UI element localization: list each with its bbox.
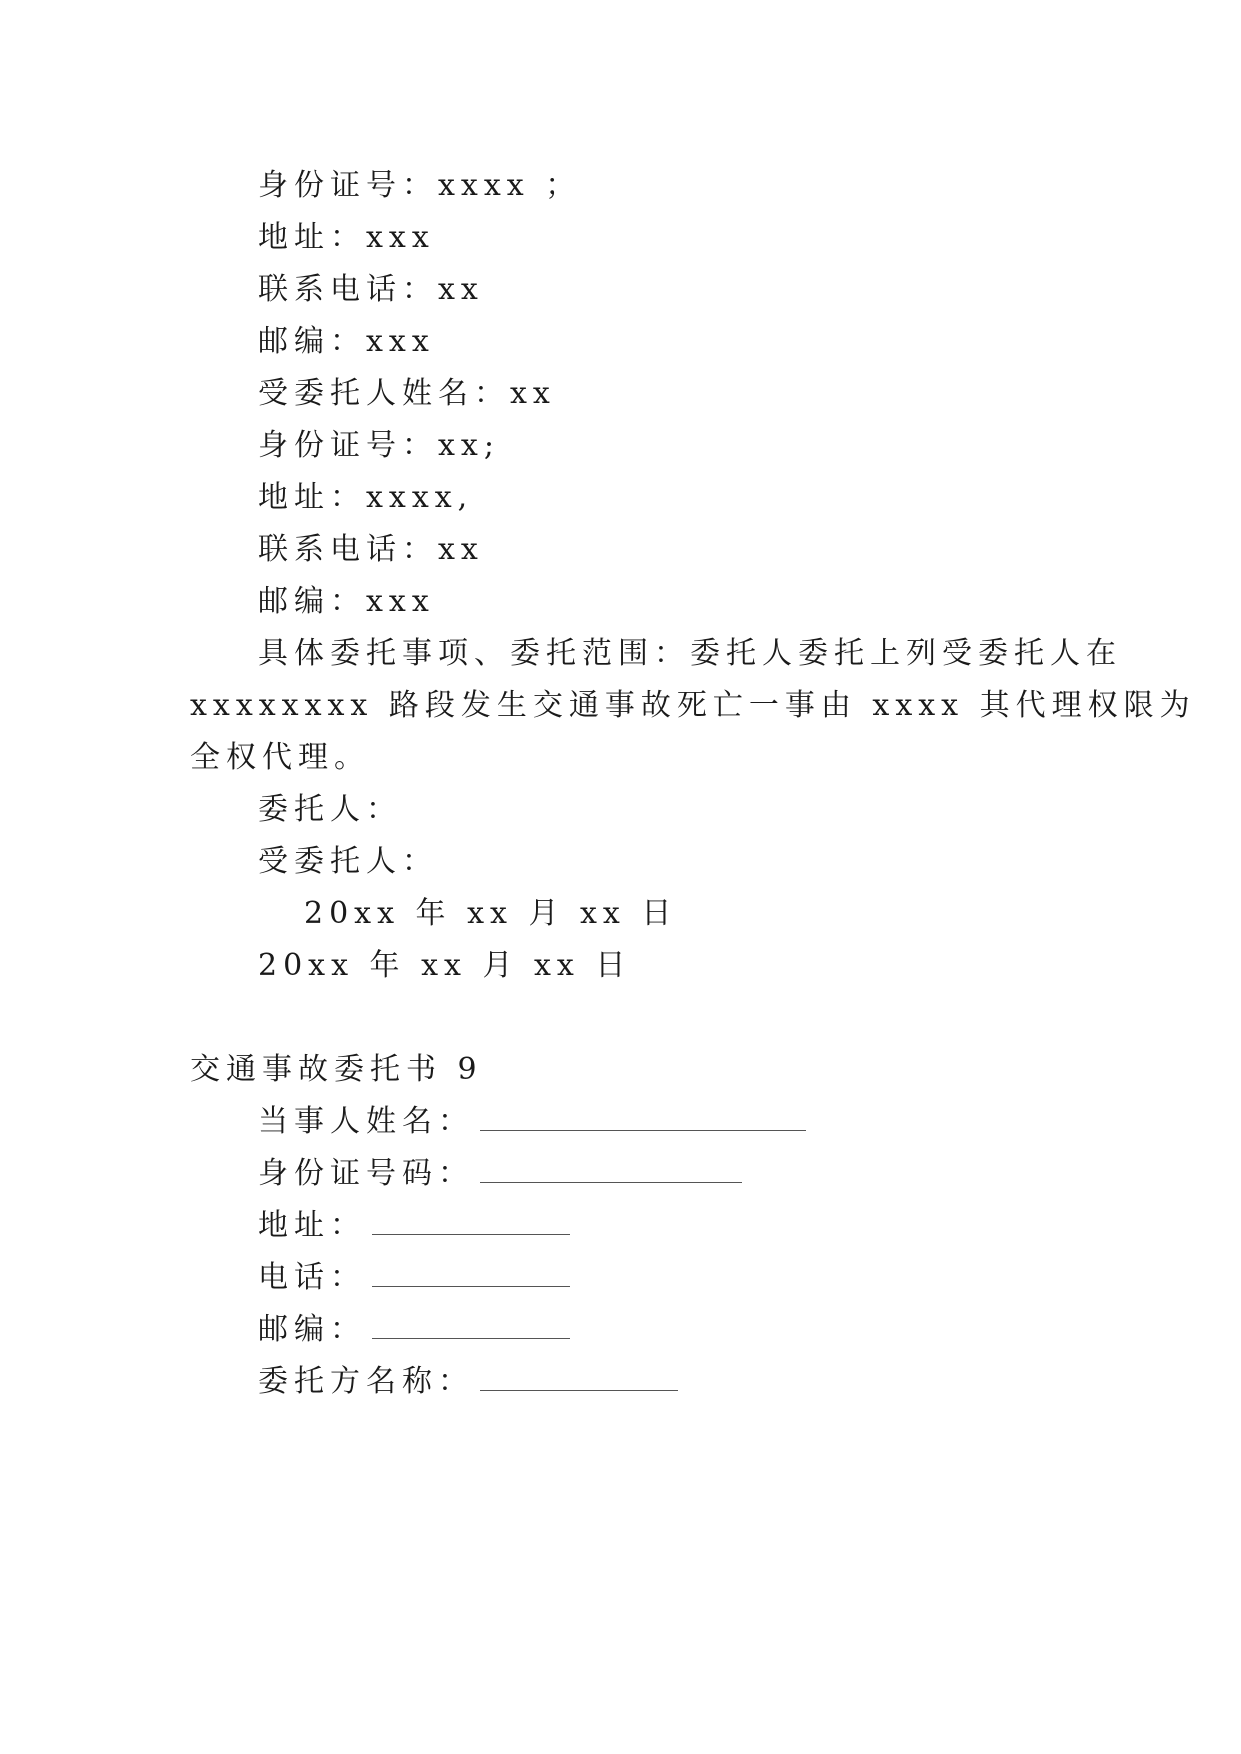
postcode-label: 邮编： bbox=[258, 1312, 366, 1347]
agent-id-number: 身份证号：xx; bbox=[258, 428, 500, 463]
principal-party-name-blank bbox=[480, 1364, 678, 1391]
party-name-blank bbox=[480, 1104, 806, 1131]
section-title: 交通事故委托书 9 bbox=[190, 1052, 483, 1087]
agent-address: 地址：xxxx, bbox=[258, 480, 474, 515]
party-name-field bbox=[258, 1104, 806, 1140]
principal-postcode: 邮编：xxx bbox=[258, 324, 435, 359]
id-number-blank bbox=[480, 1156, 742, 1183]
phone-label: 电话： bbox=[258, 1260, 366, 1295]
scope-paragraph-line-1: 具体委托事项、委托范围：委托人委托上列受委托人在 bbox=[258, 636, 1122, 671]
agent-date: 20xx 年 xx 月 xx 日 bbox=[258, 948, 632, 983]
phone-field bbox=[258, 1260, 570, 1296]
principal-party-name-label: 委托方名称： bbox=[258, 1364, 474, 1399]
id-number-field bbox=[258, 1156, 742, 1192]
principal-phone: 联系电话：xx bbox=[258, 272, 484, 307]
agent-phone: 联系电话：xx bbox=[258, 532, 484, 567]
agent-name: 受委托人姓名：xx bbox=[258, 376, 556, 411]
principal-date: 20xx 年 xx 月 xx 日 bbox=[304, 896, 678, 931]
principal-signature-label: 委托人： bbox=[258, 792, 402, 827]
address-field bbox=[258, 1208, 570, 1244]
agent-signature-label: 受委托人： bbox=[258, 844, 438, 879]
scope-paragraph-line-2: xxxxxxxx 路段发生交通事故死亡一事由 xxxx 其代理权限为 bbox=[190, 688, 1196, 723]
address-label: 地址： bbox=[258, 1208, 366, 1243]
principal-party-name-field bbox=[258, 1364, 678, 1400]
party-name-label: 当事人姓名： bbox=[258, 1104, 474, 1139]
id-number-label: 身份证号码： bbox=[258, 1156, 474, 1191]
address-blank bbox=[372, 1208, 570, 1235]
phone-blank bbox=[372, 1260, 570, 1287]
principal-address: 地址：xxx bbox=[258, 220, 435, 255]
agent-postcode: 邮编：xxx bbox=[258, 584, 435, 619]
postcode-field bbox=[258, 1312, 570, 1348]
postcode-blank bbox=[372, 1312, 570, 1339]
principal-id-number: 身份证号：xxxx ； bbox=[258, 168, 582, 203]
scope-paragraph-line-3: 全权代理。 bbox=[190, 740, 370, 775]
